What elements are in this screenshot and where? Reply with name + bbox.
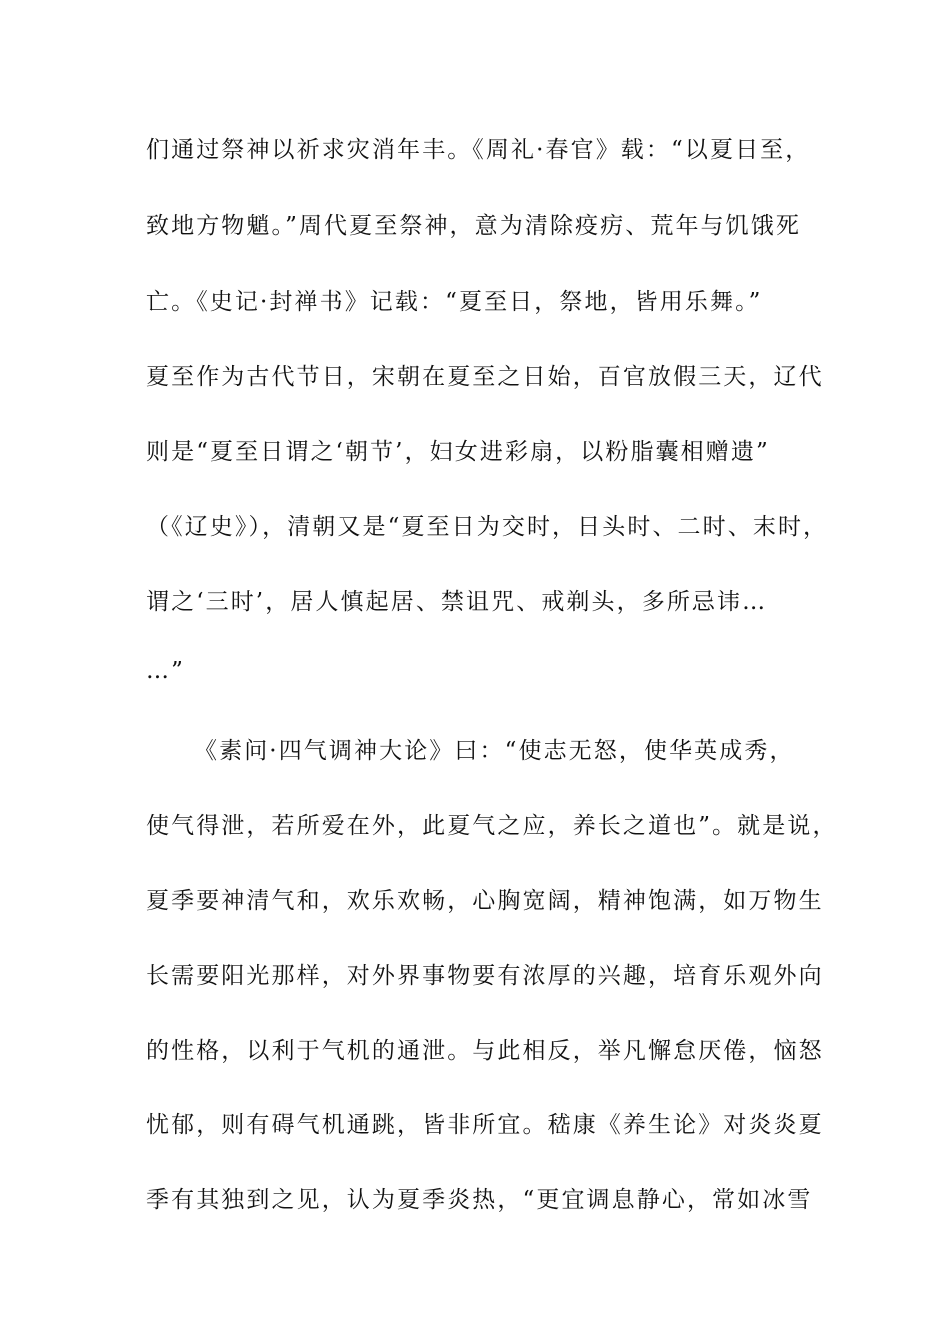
text-line: 使气得泄，若所爱在外，此夏气之应，养长之道也”。就是说， — [146, 813, 838, 839]
text-line: 忧郁，则有碍气机通跳，皆非所宜。嵇康《养生论》对炎炎夏 — [146, 1112, 824, 1138]
text-line: 谓之‘三时’，居人慎起居、禁诅咒、戒剃头，多所忌讳… — [146, 589, 768, 615]
text-line: （《辽史》），清朝又是“夏至日为交时，日头时、二时、末时， — [146, 514, 829, 540]
text-line: 季有其独到之见，认为夏季炎热，“更宜调息静心，常如冰雪 — [146, 1187, 813, 1213]
text-line: …” — [146, 658, 185, 684]
text-line: 夏季要神清气和，欢乐欢畅，心胸宽阔，精神饱满，如万物生 — [146, 888, 824, 914]
text-line: 夏至作为古代节日，宋朝在夏至之日始，百官放假三天，辽代 — [146, 364, 824, 390]
text-line: 则是“夏至日谓之‘朝节’，妇女进彩扇，以粉脂囊相赠遗” — [146, 439, 770, 465]
text-line: 们通过祭神以祈求灾消年丰。《周礼·春官》载：“以夏日至， — [146, 137, 811, 163]
text-line: 的性格，以利于气机的通泄。与此相反，举凡懈怠厌倦，恼怒 — [146, 1038, 824, 1064]
text-line: 亡。《史记·封禅书》记载：“夏至日，祭地，皆用乐舞。” — [146, 289, 763, 315]
text-line: 长需要阳光那样，对外界事物要有浓厚的兴趣，培育乐观外向 — [146, 963, 824, 989]
text-line: 致地方物魈。”周代夏至祭神，意为清除疫疠、荒年与饥饿死 — [146, 213, 801, 239]
text-line: 《素问·四气调神大论》曰：“使志无怒，使华英成秀， — [194, 738, 795, 764]
